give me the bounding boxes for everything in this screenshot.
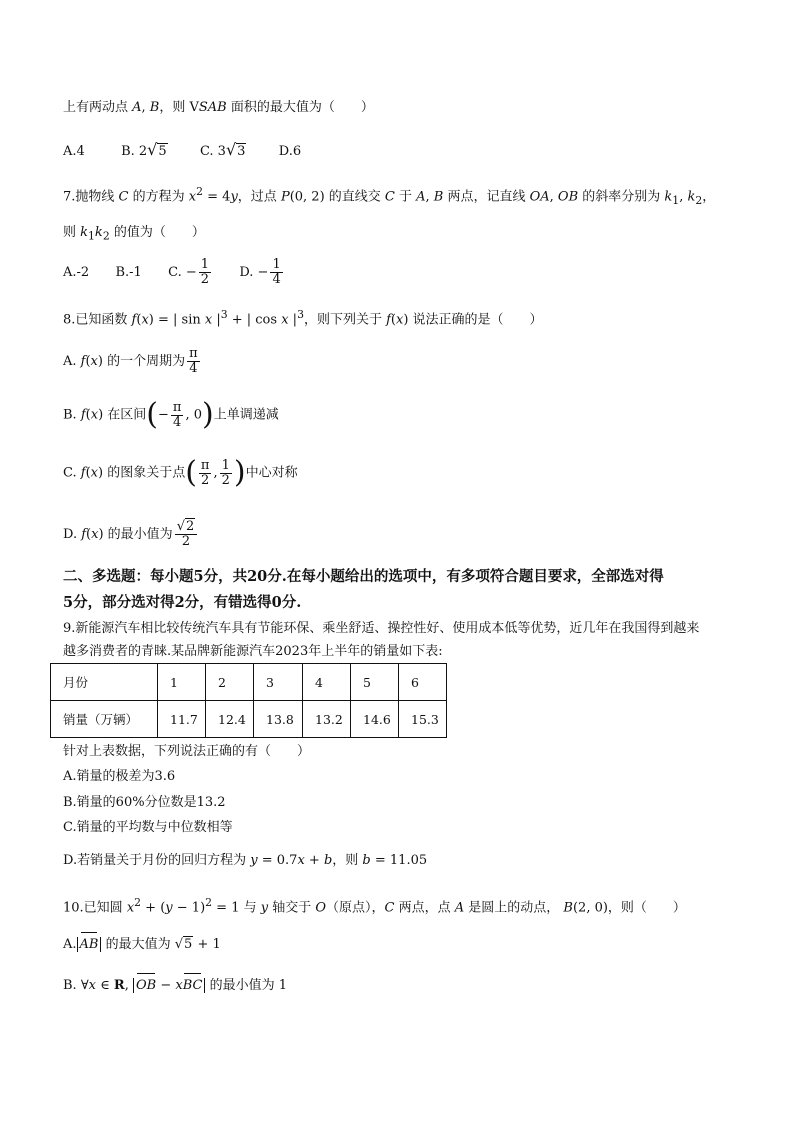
table-row (51, 664, 447, 701)
sales-table (50, 663, 447, 738)
q7-option-a[interactable]: A.-2 (63, 265, 90, 280)
row-label-month: 月份 (51, 664, 158, 701)
q8-option-d[interactable]: D. f(x) 的最小值为 $\frac{√2}{2}$ (63, 520, 199, 549)
q9-option-c[interactable]: C.销量的平均数与中位数相等 (63, 820, 233, 835)
section2-heading-line2: 5分，部分选对得2分，有错选得0分. (63, 594, 302, 611)
q10-option-b[interactable]: B. ∀x ∈ R, OB − xBC 的最小值为 1 (63, 978, 288, 993)
q6-option-c[interactable]: C. 3√3 (199, 140, 246, 159)
row-label-sales: 销量（万辆） (51, 701, 158, 738)
q7-option-d[interactable]: D. − $\frac{1}{4}$ (239, 257, 281, 287)
sales-cell: 14.6 (351, 701, 399, 738)
q8-option-b[interactable]: B. f(x) 在区间(− $\frac{\pi}{4}$ , 0)上单调递减 (63, 397, 279, 432)
q6-option-b[interactable]: B. 2√5 (121, 140, 167, 159)
sales-cell: 15.3 (399, 701, 447, 738)
q7-option-b[interactable]: B.-1 (115, 265, 142, 280)
table-row (51, 701, 447, 738)
q9-option-d[interactable]: D.若销量关于月份的回归方程为 y = 0.7x + b，则 b = 11.05 (63, 853, 428, 868)
q6-options (63, 141, 301, 161)
q6-option-d[interactable]: D.6 (278, 144, 302, 159)
section2-heading-line1: 二、多选题：每小题5分，共20分.在每小题给出的选项中，有多项符合题目要求，全部选对得 (63, 568, 664, 585)
q7-stem-line2: 则 $k_1k_2$ 的值为（ ） (63, 225, 205, 243)
month-cell: 2 (206, 664, 254, 701)
sales-cell: 11.7 (158, 701, 206, 738)
q9-after-table: 针对上表数据，下列说法正确的有（ ） (63, 744, 311, 759)
q7-stem-line1: 7.抛物线 C 的方程为 $x^2 = 4y$，过点 P(0, 2) 的直线交 C 于 A, B 两点，记直线 OA, OB 的斜率分别为 $k_1$, $k_2$， (63, 185, 716, 207)
sales-cell: 13.8 (254, 701, 303, 738)
q6-option-a[interactable]: A.4 (63, 144, 85, 159)
month-cell: 5 (351, 664, 399, 701)
month-cell: 3 (254, 664, 303, 701)
q7-option-c[interactable]: C. − $\frac{1}{2}$ (168, 257, 210, 287)
q9-option-b[interactable]: B.销量的60%分位数是13.2 (63, 795, 226, 810)
sales-cell: 13.2 (303, 701, 351, 738)
q9-stem-line1: 9.新能源汽车相比较传统汽车具有节能环保、乘坐舒适、操控性好、使用成本低等优势，近几年在我国得到越来 (63, 621, 700, 636)
q10-stem: 10.已知圆 $x^2 + (y - 1)^2 = 1$ 与 y 轴交于 O（原点），C 两点，点 A 是圆上的动点， B(2, 0)，则（ ） (63, 896, 686, 916)
q9-option-a[interactable]: A.销量的极差为3.6 (63, 769, 176, 784)
month-cell: 4 (303, 664, 351, 701)
q8-stem: 8.已知函数 f(x) = | sin x $|^3$ + | cos x $|^3$，则下列关于 f(x) 说法正确的是（ ） (63, 308, 543, 328)
q6-tail-text: 上有两动点 A, B，则 VSAB 面积的最大值为（ ） (63, 100, 374, 115)
sales-cell: 12.4 (206, 701, 254, 738)
q9-stem-line2: 越多消费者的青睐.某品牌新能源汽车2023年上半年的销量如下表: (63, 644, 443, 659)
q10-option-a[interactable]: A. AB 的最大值为 √5 + 1 (63, 937, 221, 952)
month-cell: 1 (158, 664, 206, 701)
q7-options (63, 258, 285, 287)
month-cell: 6 (399, 664, 447, 701)
q8-option-c[interactable]: C. f(x) 的图象关于点( $\frac{\pi}{2}$ , $\frac{1}{2}$ )中心对称 (63, 455, 298, 490)
q8-option-a[interactable]: A. f(x) 的一个周期为 $\frac{\pi}{4}$ (63, 346, 198, 376)
